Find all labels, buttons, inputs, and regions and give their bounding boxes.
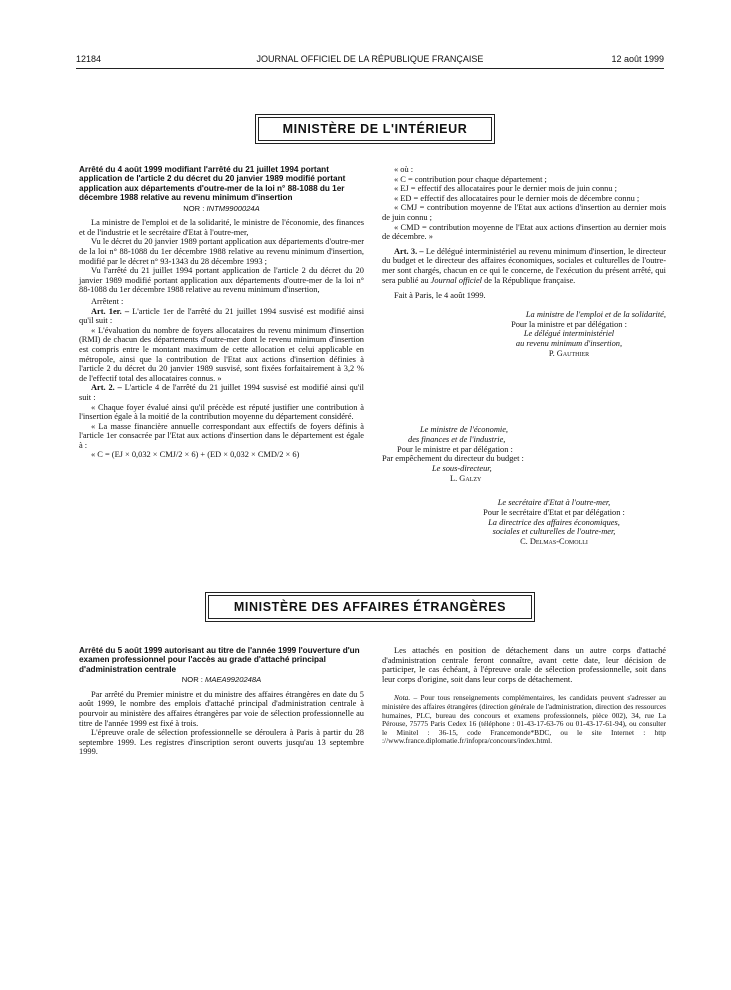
nor-label-2: NOR : xyxy=(181,675,203,685)
nor-code-2: MAEA9920248A xyxy=(205,675,262,685)
art3-text-a: Le délégué interministériel au revenu minimum d'insertion, le directeur du budget et le directeur des affaires économiques, sociales et culturelles de l'outre-mer sont chargés, chacun en ce qui le concerne, de l'exécution du présent arrêté, qui sera publié au xyxy=(382,246,666,285)
sig3-name: C. Delmas-Comolli xyxy=(520,537,588,547)
journal-title: JOURNAL OFFICIEL DE LA RÉPUBLIQUE FRANÇAISE xyxy=(256,54,484,64)
def-ed: « ED = effectif des allocataires pour le dernier mois de décembre connu ; xyxy=(394,193,640,203)
arrete1-art2-quote1: « Chaque foyer évalué ainsi qu'il précède est réputé justifier une contribution à l'insertion égale à la moitié de la contribution moyenne du département considéré. xyxy=(79,402,364,422)
art3-journal-officiel: Journal officiel xyxy=(430,275,483,285)
fait-a-paris: Fait à Paris, le 4 août 1999. xyxy=(394,291,486,301)
signature-outre-mer xyxy=(382,498,666,547)
page-header xyxy=(76,52,664,66)
arrete1-nor xyxy=(79,204,364,214)
sig1-delegue-1: Le délégué interministériel xyxy=(523,329,615,339)
sig1-delegue-2: au revenu minimum d'insertion, xyxy=(515,339,623,349)
page-number: 12184 xyxy=(76,54,102,64)
sig3-role: Le secrétaire d'Etat à l'outre-mer, xyxy=(497,498,611,507)
def-ej: « EJ = effectif des allocataires pour le dernier mois de juin connu ; xyxy=(394,184,617,194)
art3-text-b: de la République française. xyxy=(484,275,576,285)
formula-ou: « où : xyxy=(394,165,414,174)
arrete2-right-column xyxy=(382,646,666,746)
signature-emploi xyxy=(382,310,666,359)
header-rule xyxy=(76,68,664,69)
arrete1-art1 xyxy=(79,307,364,326)
sig2-sous-directeur: Le sous-directeur, xyxy=(432,464,492,474)
art1-text: L'article 1er de l'arrêté du 21 juillet 1994 susvisé est modifié ainsi qu'il suit : xyxy=(79,306,365,326)
arrete1-vu-2: Vu l'arrêté du 21 juillet 1994 portant application de l'article 2 du décret du 20 janvier 1989 modifié portant application aux départements d'outre-mer de la loi n° 88-1088 du 1er décembre 1988 relative au revenu minimum d'insertion, xyxy=(79,266,364,295)
ministry-affaires-etrangeres-title: MINISTÈRE DES AFFAIRES ÉTRANGÈRES xyxy=(208,595,532,619)
def-cmj: « CMJ = contribution moyenne de l'Etat aux actions d'insertion au dernier mois de juin connu ; xyxy=(382,203,666,222)
art1-label: Art. 1er. – xyxy=(91,306,130,316)
sig1-pour: Pour la ministre et par délégation : xyxy=(511,319,627,329)
def-c: « C = contribution pour chaque département ; xyxy=(394,174,547,184)
def-cmd: « CMD = contribution moyenne de l'Etat aux actions d'insertion au dernier mois de décembre. » xyxy=(382,222,666,242)
sig1-name: P. Gauthier xyxy=(548,348,590,358)
arrete2-title: Arrêté du 5 août 1999 autorisant au titre de l'année 1999 l'ouverture d'un examen professionnel pour l'accès au grade d'attaché principal d'administration centrale xyxy=(79,646,360,674)
issue-date: 12 août 1999 xyxy=(611,54,664,64)
arrete1-art3 xyxy=(382,247,666,285)
sig2-name: L. Galzy xyxy=(450,473,482,483)
art3-label: Art. 3. – xyxy=(394,246,424,256)
sig3-pour: Pour le secrétaire d'Etat et par délégation : xyxy=(483,507,625,517)
arrete1-title: Arrêté du 4 août 1999 modifiant l'arrêté du 21 juillet 1994 portant application de l'article 2 du décret du 20 janvier 1989 modifié portant application aux départements d'outre-mer de la loi n° 88-1088 du 1er décembre 1988 relative au revenu minimum d'insertion xyxy=(79,165,346,203)
art2-text: L'article 4 de l'arrêté du 21 juillet 1994 susvisé est modifié ainsi qu'il suit : xyxy=(79,383,364,402)
arrete2-p3: Les attachés en position de détachement dans un autre corps d'attaché d'administration centrale feront connaître, avant cette date, leur décision de participer, le cas échéant, à l'épreuve orale de sélection professionnelle, soit dans leur corps d'origine, soit dans leur corps de détachement. xyxy=(382,646,666,684)
arrete1-art2 xyxy=(79,383,364,402)
nor-label: NOR : xyxy=(183,203,205,213)
sig3-directrice-2: sociales et culturelles de l'outre-mer, xyxy=(492,527,616,537)
ministry-interieur-title: MINISTÈRE DE L'INTÉRIEUR xyxy=(258,117,492,141)
nor-code: INTM9900024A xyxy=(206,203,260,213)
arrete2-nor xyxy=(79,675,364,685)
arrete2-p2: L'épreuve orale de sélection professionnelle se déroulera à Paris à partir du 28 septembre 1999. Les registres d'inscription seront ouverts jusqu'au 13 septembre 1999. xyxy=(79,728,364,757)
sig2-empechement: Par empêchement du directeur du budget : xyxy=(382,454,524,464)
ministry-interieur-box xyxy=(255,114,495,144)
arrete1-arretent: Arrêtent : xyxy=(91,296,124,306)
sig1-role: La ministre de l'emploi et de la solidarité, xyxy=(525,309,666,319)
arrete2-p1: Par arrêté du Premier ministre et du ministre des affaires étrangères en date du 5 août 1999, le nombre des emplois d'attaché principal d'administration centrale à pourvoir au ministère des affaires étrangères par voie de sélection professionnelle au titre de l'année 1999 est fixé à trois. xyxy=(79,689,364,728)
sig2-pour: Pour le ministre et par délégation : xyxy=(397,444,513,454)
sig3-directrice-1: La directrice des affaires économiques, xyxy=(488,517,620,527)
nota-label: Nota. – xyxy=(394,693,418,703)
arrete1-vu-1: Vu le décret du 20 janvier 1989 portant application aux départements d'outre-mer de la loi n° 88-1088 du 1er décembre 1988 relative au revenu minimum d'insertion, modifié par le décret n° 93-1343 du 28 décembre 1993 ; xyxy=(79,237,364,266)
sig2-role-2: des finances et de l'industrie, xyxy=(408,434,506,444)
ministry-affaires-etrangeres-box xyxy=(205,592,535,622)
sig2-role-1: Le ministre de l'économie, xyxy=(420,425,509,434)
arrete1-art1-quote: « L'évaluation du nombre de foyers allocataires du revenu minimum d'insertion (RMI) de chacun des départements d'outre-mer dont le revenu minimum d'insertion est compris entre le montant maximum de cette allocation et celui applicable en métropole, ainsi que la contribution de l'Etat aux actions d'insertion définies à l'article 2 du décret du 20 janvier 1989 susvisé, sont fixées forfaitairement à 3,2 % de l'effectif total des allocataires connus. » xyxy=(79,325,364,383)
arrete2-nota xyxy=(382,694,666,746)
nota-text: Pour tous renseignements complémentaires, les candidats peuvent s'adresser au ministère des affaires étrangères (direction générale de l'administration, direction des ressources humaines, PLC, bureau des concours et examens professionnels, pièce 002), 34, rue La Pérouse, 75775 Paris Cedex 16 (téléphone : 01-43-17-63-76 ou 01-43-17-61-94), ou consulter le Minitel : 36-15, code Francemonde*BDC, ou le site Internet : http ://www.france.diplomatie.fr/infopra/concours/index.html. xyxy=(382,693,667,746)
arrete1-art2-quote2: « La masse financière annuelle correspondant aux effectifs de foyers définis à l'article 1er consacrée par l'Etat aux actions d'insertion dans le département est égale à : xyxy=(79,421,364,450)
arrete1-formula: « C = (EJ × 0,032 × CMJ/2 × 6) + (ED × 0,032 × CMD/2 × 6) xyxy=(91,450,300,460)
arrete1-preamble: La ministre de l'emploi et de la solidarité, le ministre de l'économie, des finances et de l'industrie et le secrétaire d'Etat à l'outre-mer, xyxy=(79,218,364,237)
arrete2-left-column xyxy=(79,646,364,757)
arrete1-left-column xyxy=(79,165,364,460)
art2-label: Art. 2. – xyxy=(91,383,122,393)
signature-economie xyxy=(382,425,666,484)
arrete1-right-column xyxy=(382,165,666,359)
